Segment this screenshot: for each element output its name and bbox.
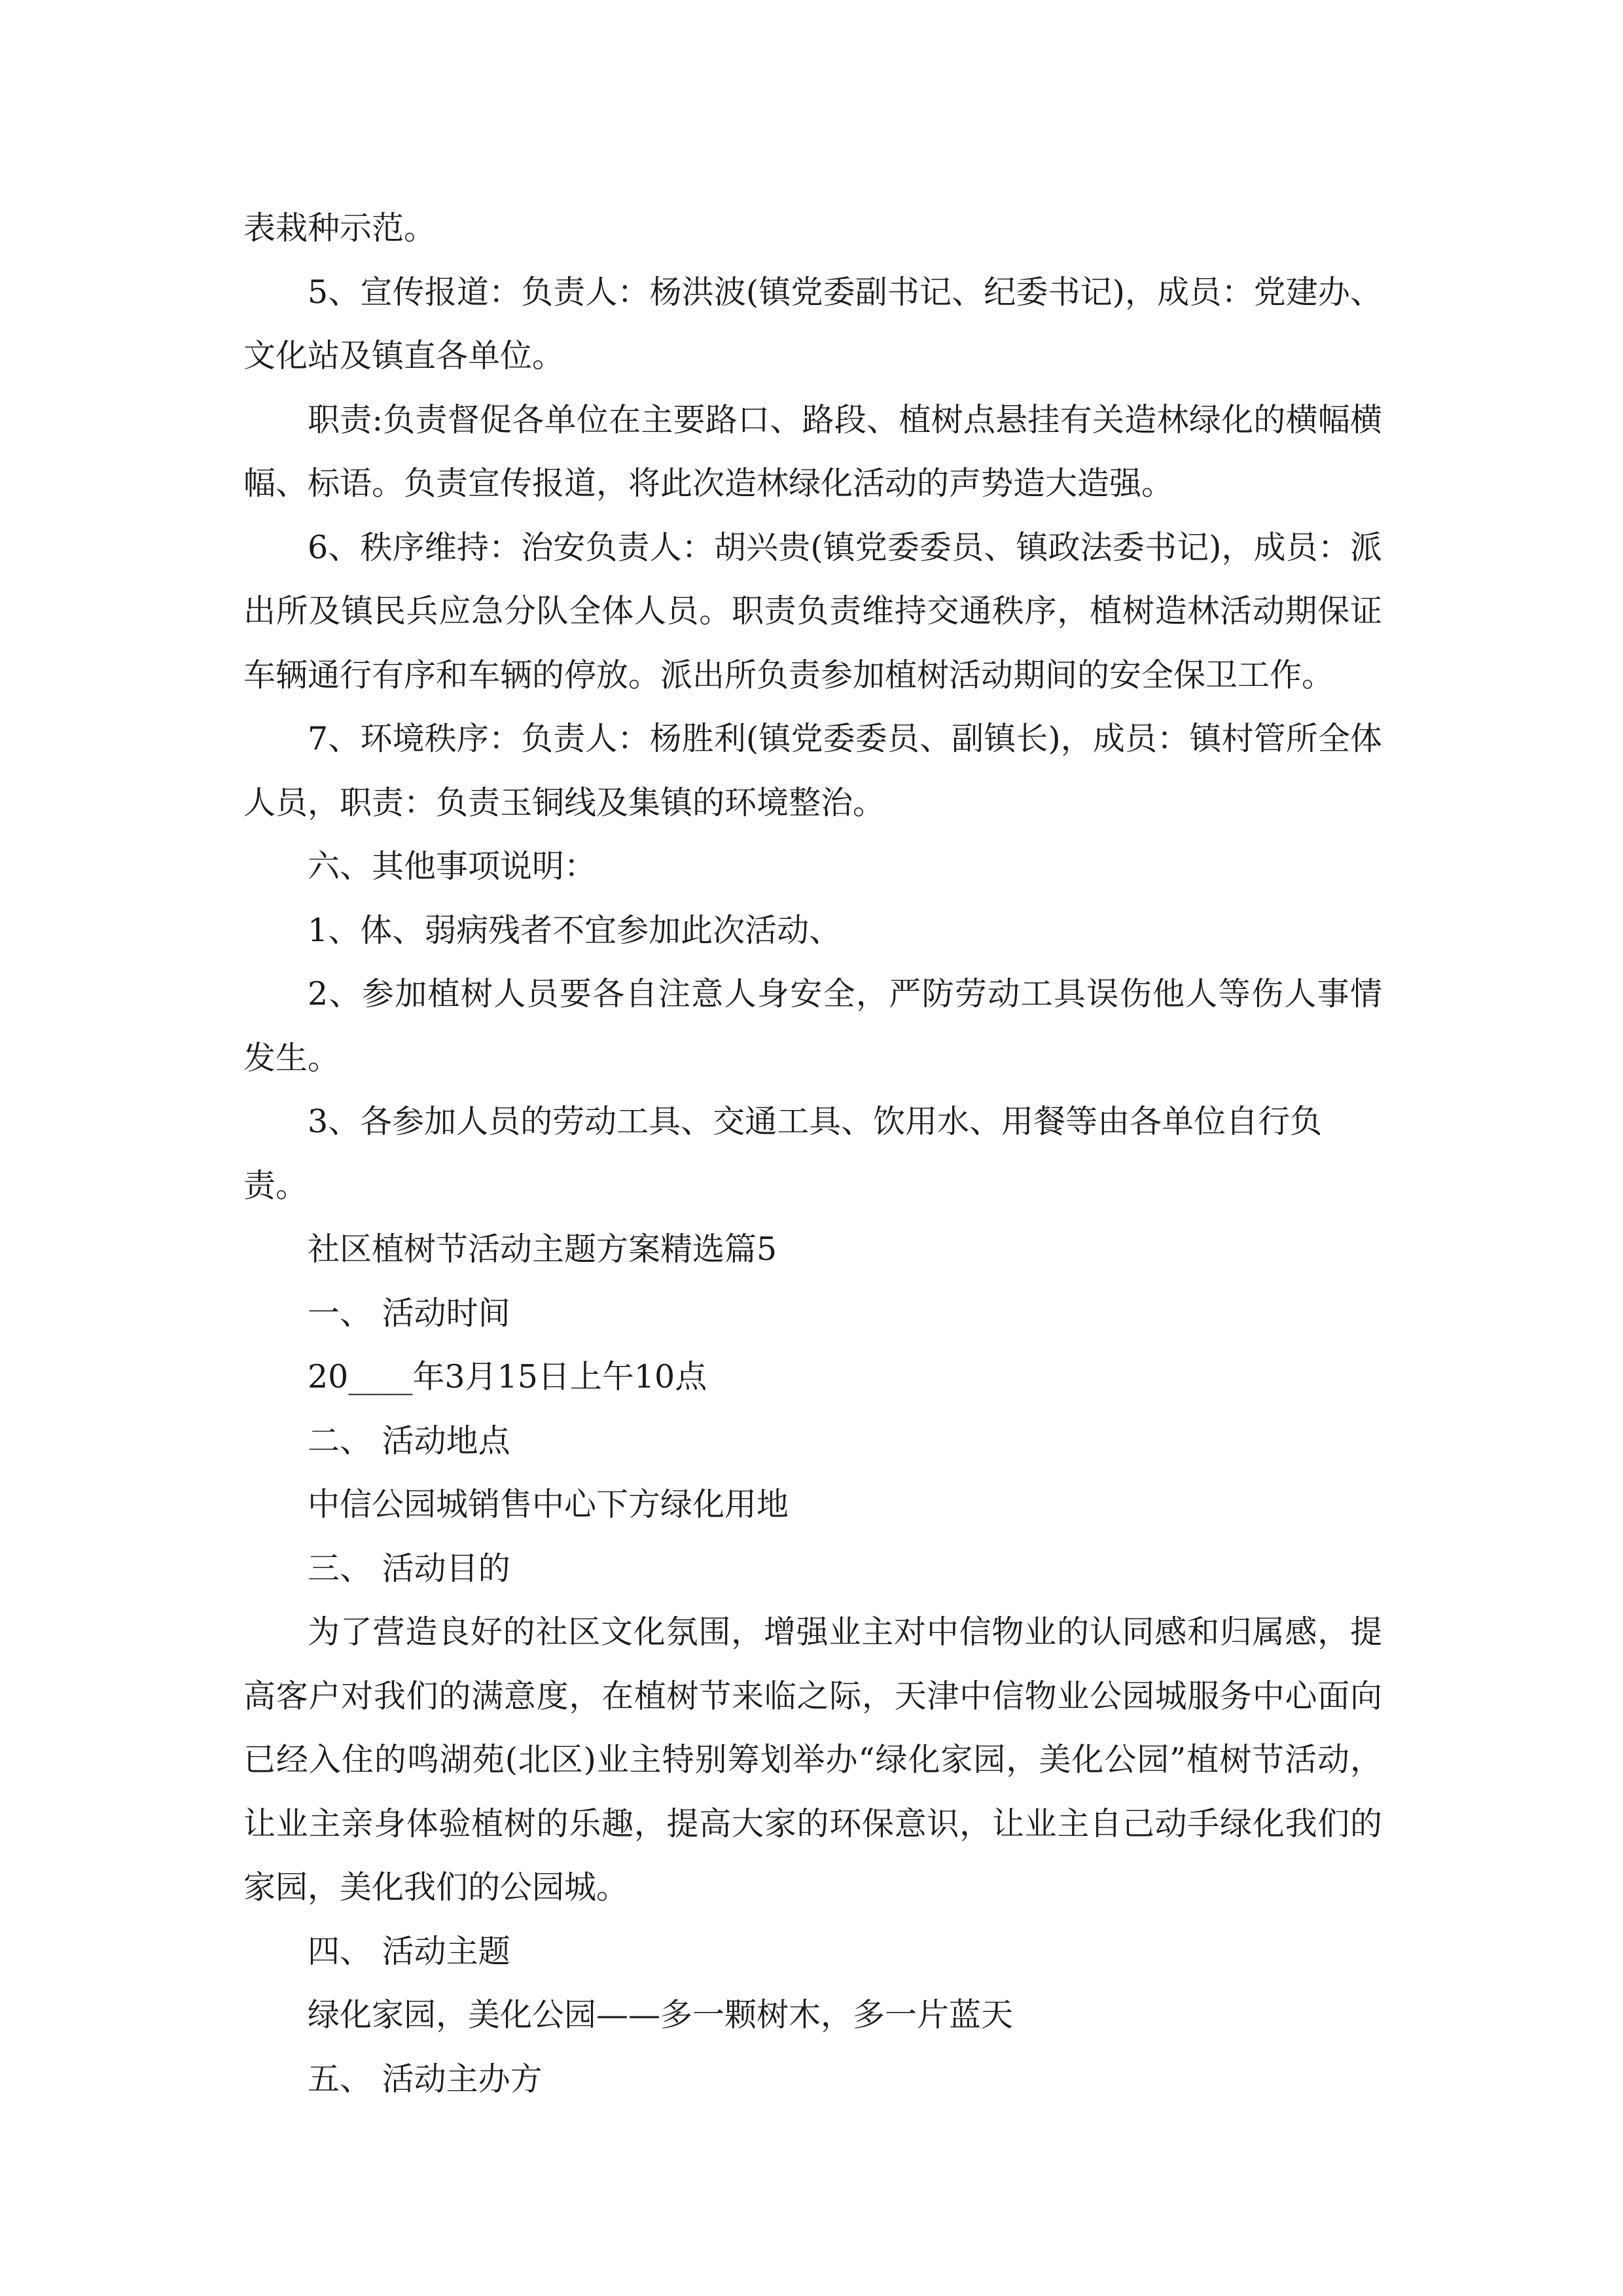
list-item: 1、体、弱病残者不宜参加此次活动、 bbox=[308, 911, 842, 949]
document-body bbox=[243, 196, 1382, 2111]
paragraph: 表栽种示范。 bbox=[243, 209, 437, 247]
paragraph: 5、宣传报道：负责人：杨洪波(镇党委副书记、纪委书记)，成员：党建办、文化站及镇直各单位。 bbox=[243, 273, 1382, 374]
section-heading: 三、 活动目的 bbox=[308, 1549, 510, 1587]
article-title: 社区植树节活动主题方案精选篇5 bbox=[308, 1230, 777, 1268]
paragraph: 中信公园城销售中心下方绿化用地 bbox=[308, 1486, 789, 1523]
section-heading: 六、其他事项说明： bbox=[308, 848, 597, 885]
list-item: 3、各参加人员的劳动工具、交通工具、饮用水、用餐等由各单位自行负责。 bbox=[243, 1103, 1323, 1204]
paragraph: 职责:负责督促各单位在主要路口、路段、植树点悬挂有关造林绿化的横幅横幅、标语。负责宣传报道，将此次造林绿化活动的声势造大造强。 bbox=[243, 401, 1382, 502]
section-heading: 四、 活动主题 bbox=[308, 1932, 510, 1970]
paragraph: 7、环境秩序：负责人：杨胜利(镇党委委员、副镇长)，成员：镇村管所全体人员，职责：负责玉铜线及集镇的环境整治。 bbox=[243, 720, 1382, 821]
section-heading: 五、 活动主办方 bbox=[308, 2060, 543, 2098]
paragraph: 为了营造良好的社区文化氛围，增强业主对中信物业的认同感和归属感，提高客户对我们的满意度，在植树节来临之际，天津中信物业公园城服务中心面向已经入住的鸣湖苑(北区)业主特别筹划举办“绿化家园，美化公园”植树节活动，让业主亲身体验植树的乐趣，提高大家的环保意识，让业主自己动手绿化我们的家园，美化我们的公园城。 bbox=[243, 1613, 1382, 1906]
paragraph: 20____年3月15日上午10点 bbox=[308, 1358, 707, 1395]
paragraph: 绿化家园，美化公园——多一颗树木，多一片蓝天 bbox=[308, 1996, 1014, 2034]
paragraph: 6、秩序维持：治安负责人：胡兴贵(镇党委委员、镇政法委书记)，成员：派出所及镇民兵应急分队全体人员。职责负责维持交通秩序，植树造林活动期保证车辆通行有序和车辆的停放。派出所负责参加植树活动期间的安全保卫工作。 bbox=[243, 528, 1382, 694]
section-heading: 一、 活动时间 bbox=[308, 1294, 510, 1332]
section-heading: 二、 活动地点 bbox=[308, 1422, 510, 1460]
list-item: 2、参加植树人员要各自注意人身安全，严防劳动工具误伤他人等伤人事情发生。 bbox=[243, 975, 1382, 1077]
